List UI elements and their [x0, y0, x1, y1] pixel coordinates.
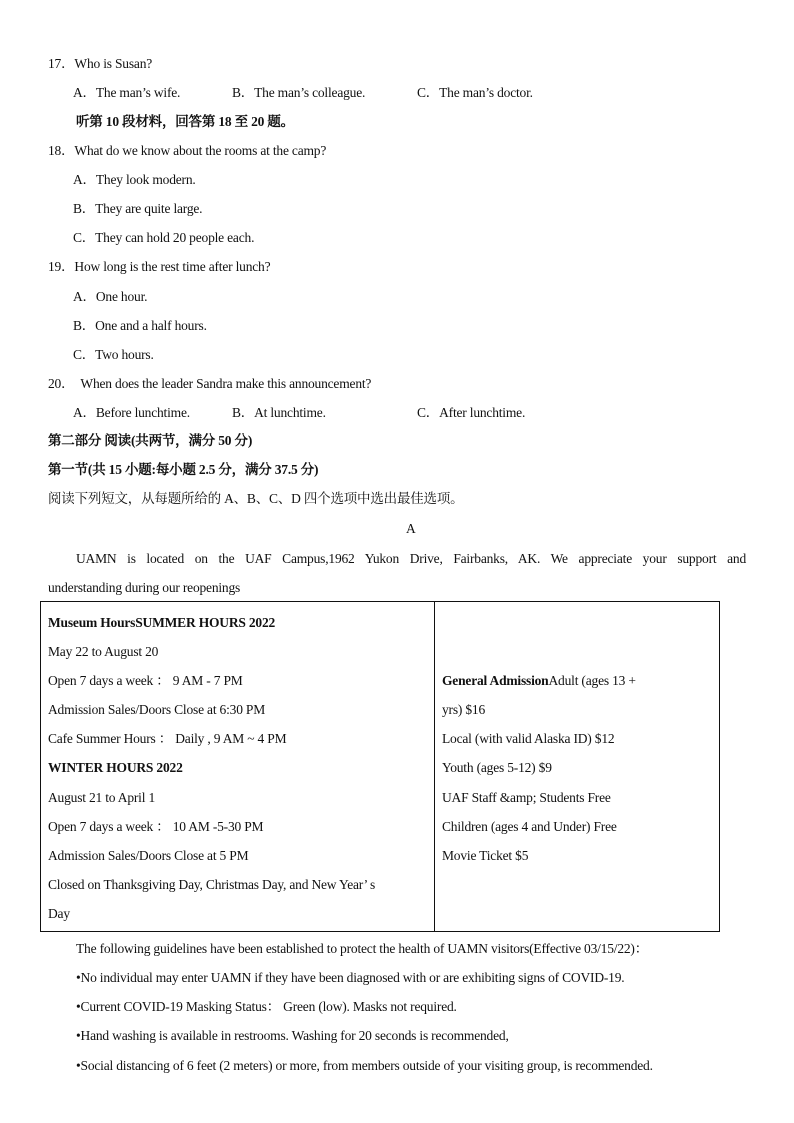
summer-open: Open 7 days a week ： 9 AM - 7 PM [48, 673, 243, 688]
winter-admission: Admission Sales/Doors Close at 5 PM [48, 848, 249, 863]
option-19-c: C．Two hours. [73, 347, 154, 362]
option-18-a: A．They look modern. [73, 172, 196, 187]
museum-hours-label: Museum Hours [48, 615, 136, 630]
intro-line-1: UAMN is located on the UAF Campus,1962 Yukon Drive, Fairbanks, AK. We appreciate your support and [76, 551, 746, 566]
passage-label: A [406, 521, 416, 536]
adult-price-line2: yrs) $16 [442, 702, 486, 717]
general-admission-title [442, 674, 636, 688]
guideline-item: •Current COVID-19 Masking Status： Green (low). Masks not required. [76, 999, 457, 1014]
question-number: 17． [48, 56, 75, 71]
children-price: Children (ages 4 and Under) Free [442, 819, 617, 834]
option-19-b: B．One and a half hours. [73, 318, 207, 333]
reading-instruction: 阅读下列短文，从每题所给的 A、B、C、D 四个选项中选出最佳选项。 [48, 491, 464, 506]
part2-heading: 第二部分 阅读(共两节，满分 50 分) [48, 433, 253, 448]
question-text: Who is Susan? [74, 56, 153, 71]
summer-hours-title [48, 616, 275, 630]
guideline-item: •No individual may enter UAMN if they have been diagnosed with or are exhibiting signs of COVID-19. [76, 970, 625, 985]
question-18-stem: 18．What do we know about the rooms at the camp? [48, 143, 327, 158]
option-17-c: C．The man’s doctor. [417, 85, 533, 100]
section1-heading: 第一节(共 15 小题:每小题 2.5 分，满分 37.5 分) [48, 462, 319, 477]
option-20-b: B．At lunchtime. [232, 405, 326, 420]
option-20-a: A．Before lunchtime. [73, 405, 190, 420]
guideline-item: •Hand washing is available in restrooms. Washing for 20 seconds is recommended, [76, 1028, 509, 1043]
option-17-b: B．The man’s colleague. [232, 85, 366, 100]
closed-days-line1: Closed on Thanksgiving Day, Christmas Day, and New Year’ s [48, 877, 376, 892]
guideline-item: •Social distancing of 6 feet (2 meters) or more, from members outside of your visiting group, is recommended. [76, 1058, 653, 1073]
winter-open: Open 7 days a week ： 10 AM -5-30 PM [48, 819, 264, 834]
intro-line-2: understanding during our reopenings [48, 580, 241, 595]
summer-dates: May 22 to August 20 [48, 644, 159, 659]
adult-price-line1: Adult (ages 13 + [548, 673, 636, 688]
winter-hours-title: WINTER HOURS 2022 [48, 760, 183, 775]
guidelines-intro: The following guidelines have been established to protect the health of UAMN visitors(Effective 03/15/22)： [76, 941, 649, 956]
question-19-stem: 19．How long is the rest time after lunch? [48, 259, 271, 274]
closed-days-line2: Day [48, 906, 70, 921]
option-17-a: A．The man’s wife. [73, 85, 181, 100]
general-admission-label: General Admission [442, 673, 549, 688]
listening-instruction: 听第 10 段材料，回答第 18 至 20 题。 [76, 114, 294, 129]
youth-price: Youth (ages 5-12) $9 [442, 760, 552, 775]
uaf-price: UAF Staff &amp; Students Free [442, 790, 611, 805]
question-17-stem [48, 57, 152, 71]
question-20-stem: 20． When does the leader Sandra make this announcement? [48, 376, 372, 391]
movie-ticket-price: Movie Ticket $5 [442, 848, 529, 863]
summer-title: SUMMER HOURS 2022 [135, 615, 276, 630]
option-18-c: C．They can hold 20 people each. [73, 230, 255, 245]
option-18-b: B．They are quite large. [73, 201, 203, 216]
cafe-hours: Cafe Summer Hours ： Daily , 9 AM ~ 4 PM [48, 731, 287, 746]
table-column-divider [434, 601, 435, 932]
summer-admission: Admission Sales/Doors Close at 6:30 PM [48, 702, 266, 717]
option-19-a: A．One hour. [73, 289, 148, 304]
winter-dates: August 21 to April 1 [48, 790, 156, 805]
option-20-c: C．After lunchtime. [417, 405, 526, 420]
local-price: Local (with valid Alaska ID) $12 [442, 731, 615, 746]
